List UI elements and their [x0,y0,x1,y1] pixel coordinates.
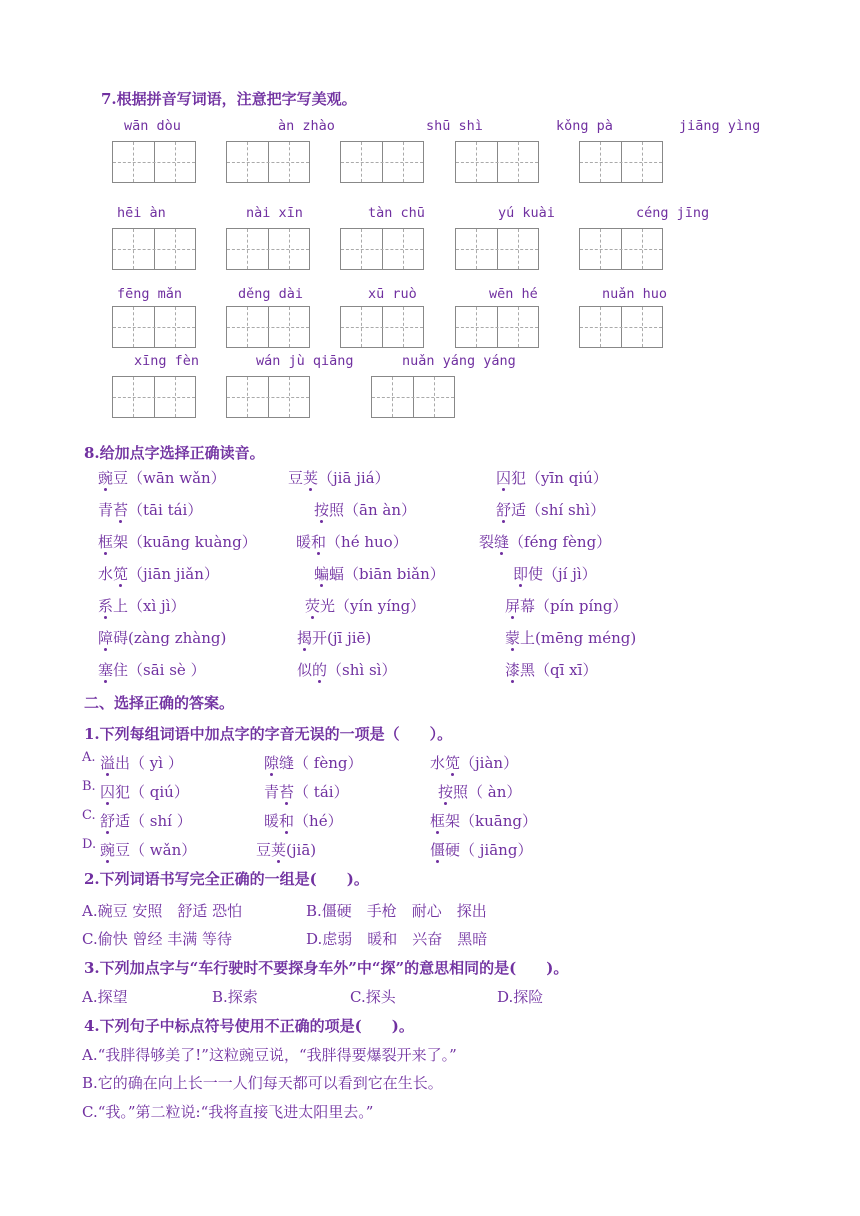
pronunciation-item: 蝙蝠（biān biǎn） [314,565,445,583]
pronunciation-item: 囚犯（yīn qiú） [496,469,608,487]
option-item[interactable]: 暖和（hé） [264,812,343,830]
section8-title: 8.给加点字选择正确读音。 [84,444,265,462]
option-item[interactable]: C.探头 [350,988,396,1006]
part2-title: 二、选择正确的答案。 [84,694,235,712]
question-4-title: 4.下列句子中标点符号使用不正确的项是( )。 [84,1017,414,1035]
pronunciation-item: 即使（jí jì） [513,565,597,583]
writing-grid[interactable] [226,228,310,270]
pinyin-label: děng dài [238,286,304,302]
option-item[interactable]: 舒适（ shí ） [100,812,192,830]
writing-grid[interactable] [226,306,310,348]
pronunciation-item: 青苔（tāi tái） [98,501,203,519]
writing-grid[interactable] [226,141,310,183]
writing-grid[interactable] [340,228,424,270]
pronunciation-item: 似的（shì sì） [297,661,397,679]
pronunciation-item: 豌豆（wān wǎn） [98,469,226,487]
pinyin-label: fēng mǎn [117,286,183,302]
pronunciation-item: 屏幕（pín píng） [505,597,628,615]
question-3-title: 3.下列加点字与“车行驶时不要探身车外”中“探”的意思相同的是( )。 [84,959,569,977]
option-item[interactable]: B.它的确在向上长一一人们每天都可以看到它在生长。 [82,1074,443,1092]
writing-grid[interactable] [455,228,539,270]
pinyin-label: nài xīn [246,205,303,221]
writing-grid[interactable] [455,141,539,183]
writing-grid[interactable] [340,306,424,348]
writing-grid[interactable] [340,141,424,183]
pronunciation-item: 障碍(zàng zhàng) [98,629,227,647]
pinyin-label: xū ruò [368,286,417,302]
option-item[interactable]: A.碗豆 安照 舒适 恐怕 [82,902,243,920]
writing-grid[interactable] [579,306,663,348]
writing-grid[interactable] [112,228,196,270]
pronunciation-item: 蒙上(mēng méng) [505,629,637,647]
pinyin-label: nuǎn yáng yáng [402,353,516,369]
option-item[interactable]: B.探索 [212,988,258,1006]
pronunciation-item: 系上（xì jì） [98,597,186,615]
pinyin-label: yú kuài [498,205,555,221]
writing-grid[interactable] [579,141,663,183]
pinyin-label: kǒng pà [556,118,613,134]
question-1-title: 1.下列每组词语中加点字的字音无误的一项是（ ）。 [84,725,453,743]
writing-grid[interactable] [579,228,663,270]
option-item[interactable]: 囚犯（ qiú） [100,783,189,801]
writing-grid[interactable] [226,376,310,418]
pinyin-label: nuǎn huo [602,286,668,302]
option-item[interactable]: D.虑弱 暖和 兴奋 黑暗 [306,930,488,948]
pronunciation-item: 水笕（jiān jiǎn） [98,565,219,583]
pinyin-label: xīng fèn [134,353,200,369]
option-label: B. [82,779,96,794]
pinyin-label: shū shì [426,118,483,134]
pronunciation-item: 豆荚（jiā jiá） [288,469,390,487]
option-item[interactable]: A.探望 [82,988,128,1006]
option-item[interactable]: B.僵硬 手枪 耐心 探出 [306,902,487,920]
option-item[interactable]: 水笕（jiàn） [430,754,519,772]
option-label: A. [82,750,96,765]
option-item[interactable]: C.“我。”第二粒说:“我将直接飞进太阳里去。” [82,1103,374,1121]
pronunciation-item: 暖和（hé huo） [296,533,408,551]
writing-grid[interactable] [112,306,196,348]
option-item[interactable]: 框架（kuāng） [430,812,537,830]
pinyin-label: céng jīng [636,205,710,221]
option-item[interactable]: 僵硬（ jiāng） [430,841,533,859]
pronunciation-item: 框架（kuāng kuàng） [98,533,257,551]
option-item[interactable]: 溢出（ yì ） [100,754,183,772]
pinyin-label: jiāng yìng [679,118,761,134]
option-item[interactable]: D.探险 [497,988,544,1006]
pronunciation-item: 揭开(jī jiē) [297,629,372,647]
writing-grid[interactable] [371,376,455,418]
pinyin-label: wān dòu [124,118,181,134]
pronunciation-item: 按照（ān àn） [314,501,416,519]
writing-grid[interactable] [455,306,539,348]
pronunciation-item: 裂缝（féng fèng） [479,533,612,551]
pronunciation-item: 漆黑（qī xī） [505,661,598,679]
option-item[interactable]: A.“我胖得够美了!”这粒豌豆说，“我胖得要爆裂开来了。” [82,1046,457,1064]
pinyin-label: wēn hé [489,286,538,302]
option-item[interactable]: 豆荚(jiā) [256,841,317,859]
writing-grid[interactable] [112,141,196,183]
option-item[interactable]: C.偷快 曾经 丰满 等待 [82,930,233,948]
pronunciation-item: 塞住（sāi sè ） [98,661,206,679]
question-2-title: 2.下列词语书写完全正确的一组是( )。 [84,870,369,888]
pinyin-label: wán jù qiāng [256,353,354,369]
option-label: C. [82,808,96,823]
pronunciation-item: 荧光（yín yíng） [305,597,426,615]
writing-grid[interactable] [112,376,196,418]
pronunciation-item: 舒适（shí shì） [496,501,606,519]
option-label: D. [82,837,97,852]
option-item[interactable]: 豌豆（ wǎn） [100,841,197,859]
pinyin-label: hēi àn [117,205,166,221]
section7-title: 7.根据拼音写词语，注意把字写美观。 [101,90,357,108]
option-item[interactable]: 按照（ àn） [438,783,522,801]
option-item[interactable]: 隙缝（ fèng） [264,754,363,772]
pinyin-label: àn zhào [278,118,335,134]
option-item[interactable]: 青苔（ tái） [264,783,349,801]
pinyin-label: tàn chū [368,205,425,221]
